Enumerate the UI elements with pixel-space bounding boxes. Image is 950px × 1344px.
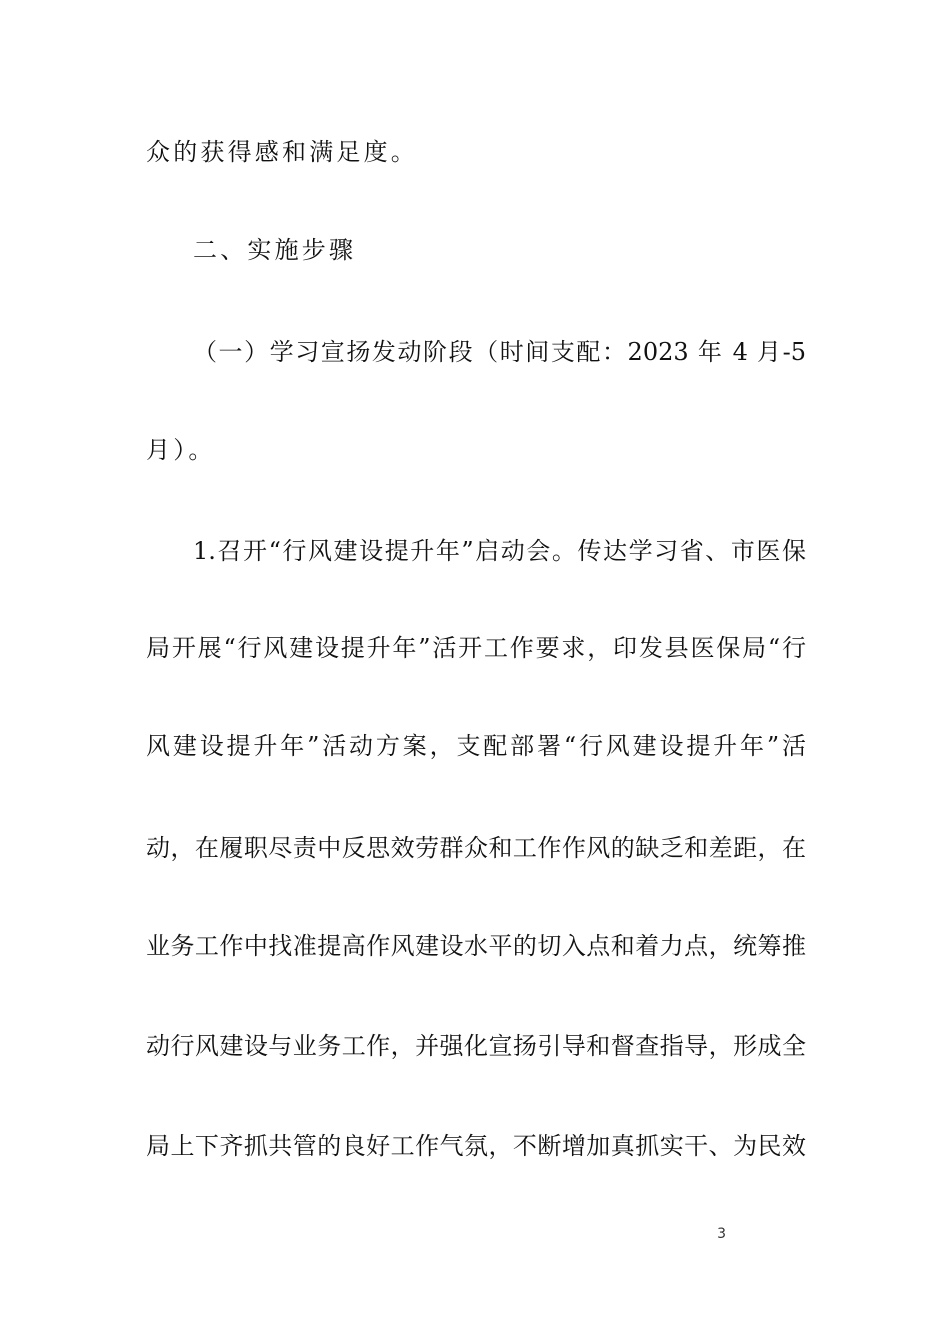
subsection-heading: （一）学习宣扬发动阶段（时间支配：2023 年 4 月-5 xyxy=(193,338,806,366)
page-number: 3 xyxy=(717,1226,726,1242)
subsection-heading-continued: 月）。 xyxy=(146,436,216,464)
paragraph-line: 业务工作中找准提高作风建设水平的切入点和着力点，统筹推 xyxy=(146,932,806,960)
paragraph-line: 动行风建设与业务工作，并强化宣扬引导和督查指导，形成全 xyxy=(146,1032,806,1060)
paragraph-line: 风建设提升年”活动方案，支配部署“行风建设提升年”活 xyxy=(146,732,806,760)
paragraph-line: 动，在履职尽责中反思效劳群众和工作作风的缺乏和差距，在 xyxy=(146,834,806,862)
paragraph-line: 1.召开“行风建设提升年”启动会。传达学习省、市医保 xyxy=(193,537,806,565)
paragraph-line: 众的获得感和满足度。 xyxy=(146,138,418,166)
section-heading: 二、实施步骤 xyxy=(193,236,357,264)
paragraph-line: 局开展“行风建设提升年”活开工作要求，印发县医保局“行 xyxy=(146,634,806,662)
paragraph-line: 局上下齐抓共管的良好工作气氛，不断增加真抓实干、为民效 xyxy=(146,1132,806,1160)
